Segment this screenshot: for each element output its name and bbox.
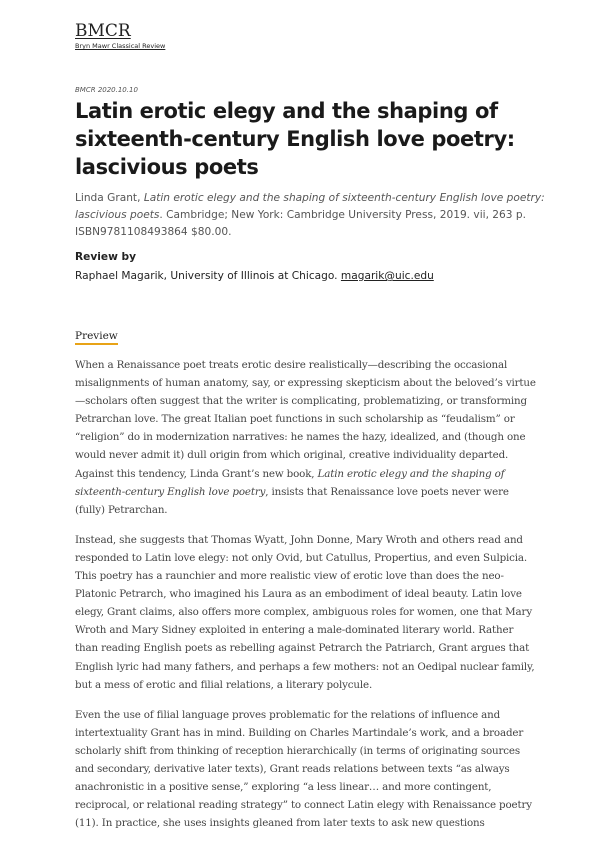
paragraph-book-title: Latin erotic elegy and the shaping of sixteenth-century English love poetry [75,467,505,498]
body-paragraph: Even the use of filial language proves problematic for the relations of influence and intertextuality Grant has in mind. Building on Charles Martindale’s work, and a broader scholarly shift from thinking of reception hierarchically (in terms of originating sources and secondary, derivative later texts), Grant reads relations between texts “as always anachronistic in a positive sense,” exploring “a less linear… and more contingent, reciprocal, or relational reading strategy” to connect Latin elegy with Renaissance poetry (11). In practice, she uses insights gleaned from later texts to ask new questions [75,708,532,830]
site-logo-link[interactable]: BMCR [75,21,131,41]
preview-heading: Preview [75,330,118,345]
paragraph-text: When a Renaissance poet treats erotic desire realistically—describing the occasional misalignments of human anatomy, say, or expressing skepticism about the beloved’s virtue—scholars often suggest that the writer is complicating, problematizing, or transforming Petrarchan love. The great Italian poet functions in such scholarship as “feudalism” or “religion” do in modernization narratives: he names the hazy, idealized, and (though one would never admit it) dull origin from which original, creative individuality departed. Against this tendency, Linda Grant’s new book, [75,359,536,480]
site-subtitle-link[interactable]: Bryn Mawr Classical Review [75,42,166,50]
body-paragraph: Instead, she suggests that Thomas Wyatt, John Donne, Mary Wroth and others read and responded to Latin love elegy: not only Ovid, but Catullus, Propertius, and even Sulpicia. This poetry has a raunchier and more realistic view of erotic love than does the neo-Platonic Petrarch, who imagined his Laura as an embodiment of ideal beauty. Latin love elegy, Grant claims, also offers more complex, ambiguous roles for women, one that Mary Wroth and Mary Sidney exploited in entering a male-dominated literary world. Rather than reading English poets as rebelling against Petrarch the Patriarch, Grant argues that English lyric had many fathers, and perhaps a few mothers: not an Oedipal nuclear family, but a mess of erotic and filial relations, a literary polycule. [75,533,535,691]
citation-publication: . Cambridge; New York: Cambridge University Press, 2019. vii, 263 p. ISBN9781108493864 $80.00. [75,209,526,238]
site-brand[interactable] [75,20,165,51]
reviewer-email-link[interactable]: magarik@uic.edu [340,270,434,282]
reviewer-name: Raphael Magarik, University of Illinois at Chicago. [75,270,338,282]
book-citation [75,190,545,241]
citation-author: Linda Grant, [75,192,141,204]
paragraph-text: , insists that Renaissance love poets never were (fully) Petrarchan. [75,485,509,516]
review-by-label: Review by [75,251,137,263]
page-title: Latin erotic elegy and the shaping of sixteenth-century English love poetry: lascivious poets [75,99,515,179]
reviewer-line [75,270,434,282]
article-id: BMCR 2020.10.10 [75,86,138,94]
citation-book-title: Latin erotic elegy and the shaping of sixteenth-century English love poetry: lascivious poets [75,192,545,221]
review-body [75,356,537,844]
body-paragraph [75,356,537,519]
